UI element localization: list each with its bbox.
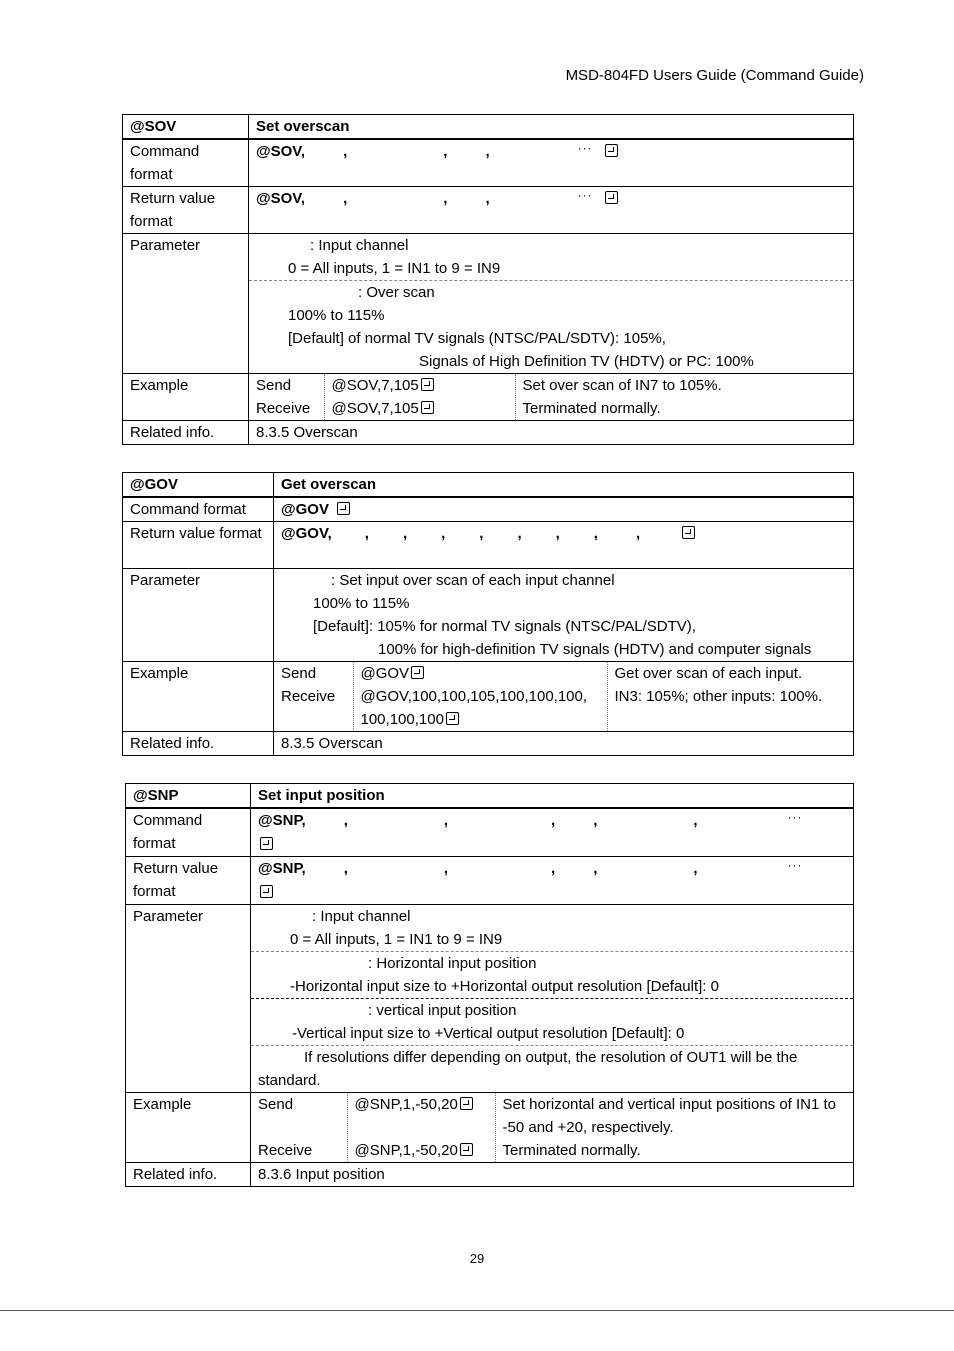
- sov-example-table: Send Receive @SOV,7,105 @SOV,7,105 Set over scan of IN7 to 105%. Terminated normally.: [249, 374, 853, 420]
- snp-return-format-label: Return value format: [126, 857, 251, 905]
- sov-related-info: 8.3.5 Overscan: [249, 421, 854, 445]
- return-key-icon: [605, 144, 618, 157]
- snp-send-command: @SNP,1,-50,20: [355, 1093, 488, 1116]
- snp-command-format: @SNP, , , , , , ···: [251, 808, 854, 857]
- return-key-icon: [421, 378, 434, 391]
- sov-example-label: Example: [123, 374, 249, 421]
- sov-command-format: @SOV, , , , ···: [249, 139, 854, 187]
- gov-command-table: [122, 472, 854, 756]
- snp-return-format-row: [126, 857, 854, 905]
- sov-return-format-label: Return value format: [123, 187, 249, 234]
- return-key-icon: [460, 1097, 473, 1110]
- snp-param-input-channel: : Input channel 0 = All inputs, 1 = IN1 to 9 = IN9: [290, 908, 503, 948]
- snp-related-label: Related info.: [126, 1163, 251, 1187]
- gov-related-label: Related info.: [123, 732, 274, 756]
- sov-return-format: @SOV, , , , ···: [249, 187, 854, 234]
- gov-receive-command-cont: 100,100,100: [361, 708, 600, 731]
- sov-receive-command: @SOV,7,105: [332, 397, 508, 420]
- sov-command-name: @SOV: [123, 115, 249, 140]
- sov-command-prefix: @SOV,: [256, 143, 306, 160]
- snp-param-vertical: : vertical input position -Vertical input size to +Vertical output resolution [Default]: 0: [251, 998, 853, 1045]
- snp-command-format-row: [126, 808, 854, 857]
- snp-related-row: [126, 1163, 854, 1187]
- snp-command-title: Set input position: [251, 784, 854, 809]
- return-key-icon: [411, 666, 424, 679]
- gov-command-title: Get overscan: [274, 473, 854, 498]
- snp-param-note: If resolutions differ depending on output, the resolution of OUT1 will be the standard.: [251, 1045, 853, 1092]
- sov-return-format-row: [123, 187, 854, 234]
- gov-related-row: [123, 732, 854, 756]
- return-key-icon: [260, 837, 273, 850]
- snp-header-row: [126, 784, 854, 809]
- return-key-icon: [605, 191, 618, 204]
- gov-receive-command: @GOV,100,100,105,100,100,100,: [360, 688, 588, 705]
- gov-example-label: Example: [123, 662, 274, 732]
- return-key-icon: [421, 401, 434, 414]
- snp-example-label: Example: [126, 1093, 251, 1163]
- snp-parameters: [251, 905, 854, 1093]
- return-key-icon: [260, 885, 273, 898]
- gov-header-row: [123, 473, 854, 498]
- gov-command-format-row: [123, 497, 854, 522]
- sov-command-title: Set overscan: [249, 115, 854, 140]
- snp-command-format-label: Command format: [126, 808, 251, 857]
- snp-related-info: 8.3.6 Input position: [251, 1163, 854, 1187]
- snp-parameter-label: Parameter: [126, 905, 251, 1093]
- ellipsis-icon: ···: [577, 188, 593, 202]
- sov-related-row: [123, 421, 854, 445]
- snp-param-horizontal: : Horizontal input position -Horizontal input size to +Horizontal output resolution [Default]: 0: [251, 951, 853, 998]
- snp-example-table: Send Receive @SNP,1,-50,20 @SNP,1,-50,20 Set horizontal and vertical input positions of IN1 to -50 and +20, respectively. Terminated normally.: [251, 1093, 853, 1162]
- return-key-icon: [446, 712, 459, 725]
- footer-divider: [0, 1310, 954, 1311]
- snp-command-table: [125, 783, 854, 1187]
- sov-command-format-label: Command format: [123, 139, 249, 187]
- gov-send-command: @GOV: [361, 662, 600, 685]
- gov-example-row: [123, 662, 854, 732]
- sov-header-row: [123, 115, 854, 140]
- snp-return-format: @SNP, , , , , , ···: [251, 857, 854, 905]
- sov-parameter-row: [123, 234, 854, 374]
- sov-related-label: Related info.: [123, 421, 249, 445]
- sov-example-row: [123, 374, 854, 421]
- gov-related-info: 8.3.5 Overscan: [274, 732, 854, 756]
- page-number: 29: [469, 1251, 485, 1266]
- sov-command-format-row: [123, 139, 854, 187]
- ellipsis-icon: ···: [577, 141, 593, 155]
- gov-parameter-label: Parameter: [123, 569, 274, 662]
- ellipsis-icon: ···: [787, 858, 803, 872]
- sov-send-command: @SOV,7,105: [332, 374, 508, 397]
- gov-return-format-row: [123, 522, 854, 569]
- gov-command-format: @GOV: [274, 497, 854, 522]
- return-key-icon: [460, 1143, 473, 1156]
- gov-parameters: : Set input over scan of each input channel 100% to 115% [Default]: 105% for normal TV signals (NTSC/PAL/SDTV), 100% for high-definition TV signals (HDTV) and computer signals: [274, 569, 854, 662]
- document-header: MSD-804FD Users Guide (Command Guide): [565, 67, 864, 84]
- gov-parameter-row: [123, 569, 854, 662]
- sov-param-input-channel: : Input channel 0 = All inputs, 1 = IN1 to 9 = IN9: [288, 237, 501, 277]
- gov-return-format-label: Return value format: [123, 522, 274, 569]
- return-key-icon: [682, 526, 695, 539]
- sov-return-prefix: @SOV,: [256, 190, 306, 207]
- gov-example-table: Send Receive @GOV @GOV,100,100,105,100,100,100, 100,100,100 Get over scan of each input. IN3: 105%; other inputs: 100%.: [274, 662, 853, 731]
- gov-return-format: @GOV, , , , , , , , ,: [274, 522, 854, 569]
- gov-command-format-label: Command format: [123, 497, 274, 522]
- snp-example-row: [126, 1093, 854, 1163]
- sov-parameters: [249, 234, 854, 374]
- snp-command-name: @SNP: [126, 784, 251, 809]
- snp-receive-command: @SNP,1,-50,20: [355, 1139, 488, 1162]
- sov-command-table: [122, 114, 854, 445]
- snp-parameter-row: [126, 905, 854, 1093]
- ellipsis-icon: ···: [787, 810, 803, 824]
- return-key-icon: [337, 502, 350, 515]
- gov-command-name: @GOV: [123, 473, 274, 498]
- sov-param-overscan: : Over scan 100% to 115% [Default] of normal TV signals (NTSC/PAL/SDTV): 105%, Signals of High Definition TV (HDTV) or PC: 100%: [249, 280, 853, 373]
- sov-parameter-label: Parameter: [123, 234, 249, 374]
